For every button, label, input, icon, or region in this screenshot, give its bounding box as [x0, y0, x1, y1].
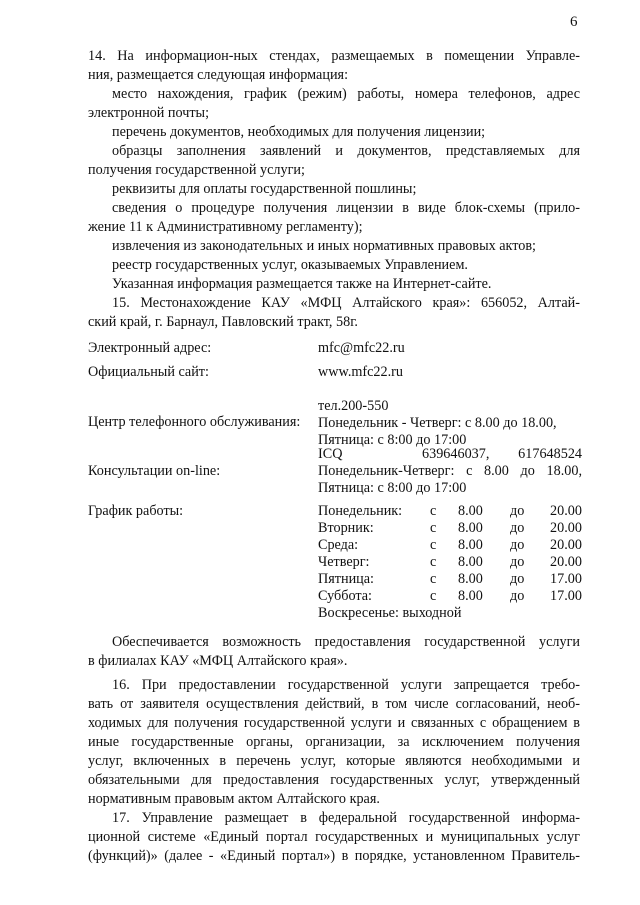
text-line: перечень документов, необходимых для получения лицензии;: [112, 124, 486, 140]
text-line: 15. Местонахождение КАУ «МФЦ Алтайского края»: 656052, Алтай-: [112, 295, 580, 311]
icq-row: [318, 446, 582, 462]
text-line: место нахождения, график (режим) работы, номера телефонов, адрес: [112, 86, 580, 102]
email-value: mfc@mfc22.ru: [318, 340, 405, 356]
schedule-to: 20.00: [550, 554, 582, 570]
text-line: Обеспечивается возможность предоставления государственной услуги: [112, 634, 580, 650]
text-line: электронной почты;: [88, 105, 210, 121]
schedule-from: 8.00: [458, 554, 483, 570]
schedule-row: [318, 537, 582, 553]
phone-line: Пятница: с 8:00 до 17:00: [318, 432, 467, 448]
email-label: Электронный адрес:: [88, 340, 212, 356]
site-label: Официальный сайт:: [88, 364, 209, 380]
schedule-to: 17.00: [550, 571, 582, 587]
text-line: 17. Управление размещает в федеральной государственной информа-: [112, 810, 580, 826]
text-line: образцы заполнения заявлений и документов, представляемых для: [112, 143, 580, 159]
schedule-label: График работы:: [88, 503, 184, 519]
schedule-from-word: с: [430, 588, 437, 604]
phone-label: Центр телефонного обслуживания:: [88, 414, 301, 430]
text-line: ходимых для получения государственной услуги и связанных с обращением в: [88, 715, 580, 731]
schedule-to: 20.00: [550, 537, 582, 553]
schedule-day: Понедельник:: [318, 503, 403, 519]
text-line: 16. При предоставлении государственной услуги запрещается требо-: [112, 677, 580, 693]
schedule-from: 8.00: [458, 588, 483, 604]
schedule-to: 17.00: [550, 588, 582, 604]
schedule-to-word: до: [510, 520, 525, 536]
schedule-row: [318, 520, 582, 536]
text-line: ский край, г. Барнаул, Павловский тракт, 58г.: [88, 314, 358, 330]
text-line: 14. На информацион-ных стендах, размещаемых в помещении Управле-: [88, 48, 580, 64]
text-line: (функций)» (далее - «Единый портал») в порядке, установленном Правитель-: [88, 848, 580, 864]
schedule-from: 8.00: [458, 537, 483, 553]
text-line: иные государственные органы, организации, за исключением получения: [88, 734, 580, 750]
schedule-day: Пятница:: [318, 571, 374, 587]
text-line: реестр государственных услуг, оказываемых Управлением.: [112, 257, 468, 273]
text-line: получения государственной услуги;: [88, 162, 305, 178]
site-value: www.mfc22.ru: [318, 364, 403, 380]
schedule-from: 8.00: [458, 520, 483, 536]
phone-line: тел.200-550: [318, 398, 389, 414]
text-line: извлечения из законодательных и иных нормативных правовых актов;: [112, 238, 537, 254]
schedule-day: Четверг:: [318, 554, 370, 570]
schedule-to-word: до: [510, 588, 525, 604]
schedule-day: Суббота:: [318, 588, 372, 604]
schedule-row: [318, 588, 582, 604]
icq-label: ICQ: [318, 446, 343, 462]
schedule-day: Среда:: [318, 537, 359, 553]
schedule-sunday: Воскресенье: выходной: [318, 605, 462, 621]
schedule-from-word: с: [430, 554, 437, 570]
text-line: нормативным правовым актом Алтайского края.: [88, 791, 380, 807]
schedule-row: [318, 503, 582, 519]
text-line: вать от заявителя осуществления действий, в том числе согласований, необ-: [88, 696, 580, 712]
schedule-row: [318, 571, 582, 587]
schedule-from: 8.00: [458, 503, 483, 519]
text-line: Указанная информация размещается также на Интернет-сайте.: [112, 276, 492, 292]
phone-line: Понедельник - Четверг: с 8.00 до 18.00,: [318, 415, 557, 431]
schedule-to-word: до: [510, 554, 525, 570]
schedule-from: 8.00: [458, 571, 483, 587]
text-line: в филиалах КАУ «МФЦ Алтайского края».: [88, 653, 348, 669]
text-line: сведения о процедуре получения лицензии в виде блок-схемы (прило-: [112, 200, 580, 216]
text-line: реквизиты для оплаты государственной пошлины;: [112, 181, 417, 197]
schedule-to: 20.00: [550, 520, 582, 536]
online-line: Понедельник-Четверг: с 8.00 до 18.00,: [318, 463, 582, 479]
schedule-to-word: до: [510, 571, 525, 587]
text-line: жение 11 к Административному регламенту);: [88, 219, 363, 235]
schedule-to-word: до: [510, 503, 525, 519]
online-label: Консультации on-line:: [88, 463, 221, 479]
schedule-from-word: с: [430, 571, 437, 587]
text-line: ционной системе «Единый портал государственных и муниципальных услуг: [88, 829, 580, 845]
schedule-row: [318, 554, 582, 570]
icq-number: 639646037,: [422, 446, 490, 462]
online-line: Пятница: с 8:00 до 17:00: [318, 480, 467, 496]
icq-number: 617648524: [518, 446, 582, 462]
schedule-to-word: до: [510, 537, 525, 553]
text-line: ния, размещается следующая информация:: [88, 67, 349, 83]
page-number: 6: [570, 14, 578, 30]
text-line: обязательными для предоставления государственных услуг, утвержденный: [88, 772, 580, 788]
schedule-day: Вторник:: [318, 520, 374, 536]
schedule-to: 20.00: [550, 503, 582, 519]
schedule-from-word: с: [430, 503, 437, 519]
schedule-from-word: с: [430, 537, 437, 553]
text-line: услуг, включенных в перечень услуг, которые являются необходимыми и: [88, 753, 580, 769]
schedule-from-word: с: [430, 520, 437, 536]
